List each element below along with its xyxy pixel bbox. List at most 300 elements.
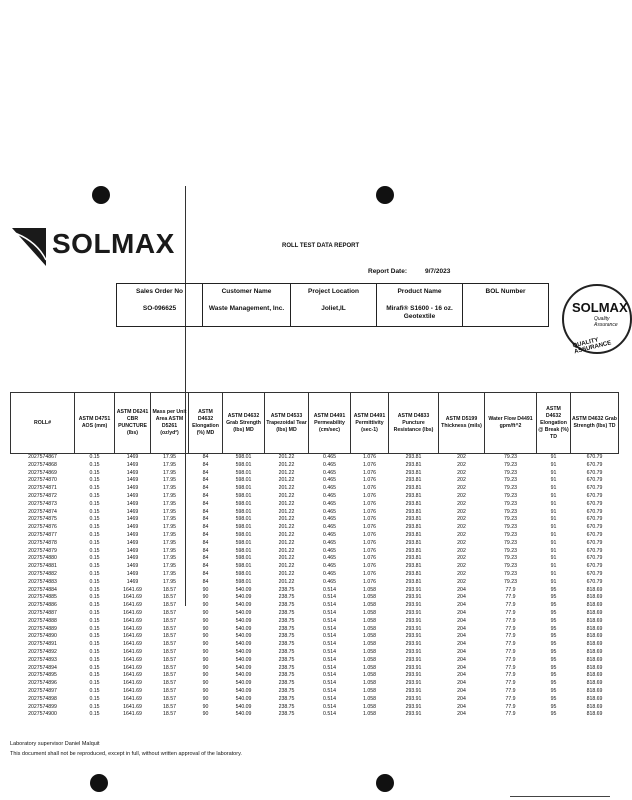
table-cell: 0.15 (89, 477, 100, 484)
table-cell: 95 (550, 711, 557, 718)
table-cell: 204 (457, 586, 466, 593)
table-cell: 84 (202, 555, 209, 562)
table-cell: 1.058 (363, 711, 376, 718)
table-cell: 91 (550, 492, 557, 499)
column-header: ASTM D4833 Puncture Resistance (lbs) (389, 393, 439, 454)
table-row (11, 665, 619, 673)
table-cell: 0.465 (323, 454, 336, 460)
table-cell: 670.79 (586, 516, 603, 523)
table-cell: 91 (550, 555, 557, 562)
table-cell: 0.465 (323, 508, 336, 515)
seal-subtitle: Quality Assurance (594, 316, 618, 328)
table-cell: 95 (550, 641, 557, 648)
roll-number-cell: 2027574888 (28, 617, 57, 624)
table-cell: 91 (550, 524, 557, 531)
table-cell: 540.09 (235, 664, 252, 671)
table-cell: 598.01 (235, 516, 252, 523)
table-cell: 1641.69 (123, 656, 142, 663)
table-cell: 0.465 (323, 570, 336, 577)
table-cell: 79.23 (504, 539, 517, 546)
table-cell: 201.22 (278, 570, 295, 577)
table-cell: 1.076 (363, 524, 376, 531)
table-cell: 598.01 (235, 547, 252, 554)
table-cell: 0.15 (89, 555, 100, 562)
table-cell: 18.57 (163, 586, 176, 593)
table-cell: 238.75 (278, 633, 295, 640)
table-cell: 204 (457, 687, 466, 694)
table-cell: 204 (457, 625, 466, 632)
table-cell: 0.514 (323, 656, 336, 663)
table-cell: 293.91 (405, 625, 422, 632)
table-cell: 204 (457, 695, 466, 702)
table-cell: 1469 (126, 485, 139, 492)
table-cell: 77.9 (505, 703, 516, 710)
table-cell: 91 (550, 461, 557, 468)
table-cell: 95 (550, 609, 557, 616)
table-cell: 201.22 (278, 547, 295, 554)
table-cell: 1641.69 (123, 602, 142, 609)
project-location-value: Joliet,IL (321, 305, 346, 312)
table-cell: 90 (202, 687, 209, 694)
table-cell: 818.69 (586, 687, 603, 694)
table-cell: 0.514 (323, 609, 336, 616)
table-cell: 238.75 (278, 602, 295, 609)
roll-number-cell: 2027574881 (28, 563, 57, 570)
table-cell: 0.15 (89, 508, 100, 515)
table-cell: 0.514 (323, 664, 336, 671)
report-date (368, 268, 468, 275)
table-cell: 0.465 (323, 485, 336, 492)
table-cell: 0.15 (89, 687, 100, 694)
column-header: ASTM D4632 Grab Strength (lbs) TD (571, 393, 619, 454)
table-cell: 818.69 (586, 703, 603, 710)
table-cell: 1.076 (363, 539, 376, 546)
table-row (11, 696, 619, 704)
table-cell: 0.15 (89, 539, 100, 546)
table-cell: 238.75 (278, 594, 295, 601)
roll-number-cell: 2027574900 (28, 711, 57, 718)
table-cell: 77.9 (505, 617, 516, 624)
table-cell: 17.95 (163, 524, 176, 531)
table-row (11, 641, 619, 649)
table-cell: 540.09 (235, 617, 252, 624)
column-header: ASTM D4491 Permeability (cm/sec) (309, 393, 351, 454)
table-cell: 201.22 (278, 531, 295, 538)
table-cell: 90 (202, 586, 209, 593)
table-cell: 77.9 (505, 656, 516, 663)
table-cell: 17.95 (163, 492, 176, 499)
table-cell: 1469 (126, 547, 139, 554)
table-cell: 1469 (126, 469, 139, 476)
roll-number-cell: 2027574895 (28, 672, 57, 679)
table-cell: 818.69 (586, 617, 603, 624)
table-cell: 670.79 (586, 454, 603, 460)
table-cell: 204 (457, 648, 466, 655)
table-cell: 84 (202, 500, 209, 507)
table-cell: 670.79 (586, 547, 603, 554)
table-cell: 79.23 (504, 555, 517, 562)
roll-number-cell: 2027574896 (28, 680, 57, 687)
table-cell: 598.01 (235, 555, 252, 562)
table-cell: 1.076 (363, 477, 376, 484)
punch-hole-bottom-right (376, 774, 394, 792)
table-cell: 540.09 (235, 609, 252, 616)
table-cell: 1641.69 (123, 711, 142, 718)
table-cell: 0.465 (323, 461, 336, 468)
table-cell: 670.79 (586, 570, 603, 577)
table-cell: 18.57 (163, 625, 176, 632)
table-cell: 204 (457, 664, 466, 671)
table-cell: 1641.69 (123, 672, 142, 679)
table-cell: 293.91 (405, 672, 422, 679)
table-cell: 598.01 (235, 500, 252, 507)
report-date-label: Report Date: (368, 268, 408, 275)
table-cell: 670.79 (586, 524, 603, 531)
table-cell: 598.01 (235, 524, 252, 531)
table-cell: 202 (457, 547, 466, 554)
table-cell: 201.22 (278, 485, 295, 492)
table-cell: 1469 (126, 500, 139, 507)
punch-hole-top-right (376, 186, 394, 204)
table-cell: 670.79 (586, 563, 603, 570)
table-cell: 77.9 (505, 672, 516, 679)
table-cell: 1469 (126, 570, 139, 577)
table-cell: 77.9 (505, 633, 516, 640)
table-cell: 17.95 (163, 547, 176, 554)
table-cell: 17.95 (163, 563, 176, 570)
table-cell: 0.465 (323, 469, 336, 476)
table-cell: 77.9 (505, 602, 516, 609)
table-cell: 17.95 (163, 454, 176, 460)
table-cell: 598.01 (235, 454, 252, 460)
table-cell: 90 (202, 625, 209, 632)
table-cell: 202 (457, 516, 466, 523)
table-row (11, 594, 619, 602)
table-cell: 238.75 (278, 711, 295, 718)
table-row (11, 563, 619, 571)
table-cell: 293.91 (405, 586, 422, 593)
table-cell: 17.95 (163, 555, 176, 562)
table-cell: 202 (457, 524, 466, 531)
table-cell: 540.09 (235, 602, 252, 609)
table-cell: 818.69 (586, 594, 603, 601)
table-cell: 201.22 (278, 454, 295, 460)
table-cell: 540.09 (235, 695, 252, 702)
roll-number-cell: 2027574891 (28, 641, 57, 648)
table-cell: 0.514 (323, 703, 336, 710)
table-cell: 91 (550, 578, 557, 585)
footer-supervisor: Laboratory supervisor Daniel Malquit (10, 741, 100, 747)
table-cell: 540.09 (235, 594, 252, 601)
table-row (11, 477, 619, 485)
roll-number-cell: 2027574887 (28, 609, 57, 616)
table-row (11, 509, 619, 517)
table-cell: 202 (457, 563, 466, 570)
table-cell: 204 (457, 703, 466, 710)
table-cell: 91 (550, 454, 557, 460)
table-row (11, 462, 619, 470)
table-cell: 0.465 (323, 547, 336, 554)
solmax-logo-icon (10, 226, 48, 268)
table-cell: 1.076 (363, 469, 376, 476)
table-cell: 0.15 (89, 609, 100, 616)
column-header: ASTM D5199 Thickness (mils) (439, 393, 485, 454)
table-cell: 204 (457, 641, 466, 648)
product-name-cell (377, 284, 463, 326)
table-cell: 1469 (126, 531, 139, 538)
roll-number-cell: 2027574877 (28, 531, 57, 538)
table-cell: 0.15 (89, 711, 100, 718)
table-cell: 293.81 (405, 508, 422, 515)
table-cell: 91 (550, 516, 557, 523)
table-cell: 84 (202, 477, 209, 484)
table-cell: 818.69 (586, 633, 603, 640)
table-cell: 293.81 (405, 578, 422, 585)
roll-number-cell: 2027574868 (28, 461, 57, 468)
table-cell: 598.01 (235, 469, 252, 476)
table-cell: 1641.69 (123, 680, 142, 687)
table-cell: 598.01 (235, 508, 252, 515)
table-cell: 77.9 (505, 586, 516, 593)
table-cell: 202 (457, 461, 466, 468)
table-cell: 1469 (126, 477, 139, 484)
table-cell: 1469 (126, 461, 139, 468)
table-cell: 293.81 (405, 570, 422, 577)
table-cell: 670.79 (586, 555, 603, 562)
table-cell: 293.81 (405, 492, 422, 499)
table-cell: 1469 (126, 508, 139, 515)
table-cell: 77.9 (505, 687, 516, 694)
table-cell: 1641.69 (123, 625, 142, 632)
table-cell: 84 (202, 492, 209, 499)
table-cell: 293.81 (405, 469, 422, 476)
table-cell: 91 (550, 477, 557, 484)
table-cell: 95 (550, 602, 557, 609)
table-cell: 293.91 (405, 703, 422, 710)
table-cell: 0.465 (323, 563, 336, 570)
table-cell: 1.058 (363, 687, 376, 694)
table-cell: 17.95 (163, 516, 176, 523)
table-cell: 90 (202, 617, 209, 624)
table-cell: 91 (550, 500, 557, 507)
table-cell: 18.57 (163, 711, 176, 718)
table-cell: 79.23 (504, 461, 517, 468)
table-cell: 95 (550, 586, 557, 593)
table-cell: 670.79 (586, 492, 603, 499)
table-row (11, 680, 619, 688)
table-cell: 1.058 (363, 703, 376, 710)
table-cell: 238.75 (278, 680, 295, 687)
seal-title: SOLMAX (572, 300, 628, 315)
table-cell: 17.95 (163, 477, 176, 484)
table-cell: 238.75 (278, 648, 295, 655)
table-cell: 1.058 (363, 641, 376, 648)
table-cell: 1.058 (363, 609, 376, 616)
table-cell: 238.75 (278, 687, 295, 694)
table-cell: 1469 (126, 524, 139, 531)
table-row (11, 571, 619, 579)
table-cell: 77.9 (505, 648, 516, 655)
table-cell: 598.01 (235, 485, 252, 492)
table-cell: 18.57 (163, 602, 176, 609)
table-cell: 77.9 (505, 711, 516, 718)
table-cell: 84 (202, 524, 209, 531)
table-cell: 204 (457, 672, 466, 679)
punch-hole-top-left (92, 186, 110, 204)
table-cell: 0.15 (89, 547, 100, 554)
roll-number-cell: 2027574867 (28, 454, 57, 460)
table-cell: 540.09 (235, 672, 252, 679)
table-cell: 95 (550, 648, 557, 655)
table-cell: 540.09 (235, 687, 252, 694)
table-cell: 1.076 (363, 570, 376, 577)
roll-number-cell: 2027574886 (28, 602, 57, 609)
table-cell: 293.91 (405, 664, 422, 671)
report-title: ROLL TEST DATA REPORT (282, 243, 360, 249)
table-cell: 1641.69 (123, 664, 142, 671)
project-location-header: Project Location (308, 288, 359, 295)
table-cell: 201.22 (278, 508, 295, 515)
table-cell: 0.465 (323, 477, 336, 484)
column-header: ASTM D4491 Permittivity (sec-1) (351, 393, 389, 454)
signature-line (510, 796, 610, 797)
table-cell: 202 (457, 539, 466, 546)
table-cell: 1.058 (363, 633, 376, 640)
table-cell: 1469 (126, 563, 139, 570)
table-cell: 91 (550, 531, 557, 538)
column-header: ASTM D6241 CBR PUNCTURE (lbs) (115, 393, 151, 454)
sales-order-cell (117, 284, 203, 326)
table-cell: 818.69 (586, 672, 603, 679)
table-cell: 540.09 (235, 656, 252, 663)
table-cell: 0.15 (89, 492, 100, 499)
table-cell: 202 (457, 570, 466, 577)
table-cell: 202 (457, 531, 466, 538)
product-name-value: Mirafi® S1600 - 16 oz. Geotextile (386, 305, 453, 320)
roll-number-cell: 2027574890 (28, 633, 57, 640)
table-cell: 238.75 (278, 609, 295, 616)
table-cell: 204 (457, 609, 466, 616)
table-cell: 0.15 (89, 680, 100, 687)
table-cell: 818.69 (586, 711, 603, 718)
table-cell: 293.81 (405, 539, 422, 546)
table-row (11, 649, 619, 657)
table-cell: 1469 (126, 578, 139, 585)
roll-number-cell: 2027574869 (28, 469, 57, 476)
table-cell: 1.058 (363, 680, 376, 687)
table-cell: 0.465 (323, 492, 336, 499)
table-cell: 540.09 (235, 711, 252, 718)
table-cell: 18.57 (163, 617, 176, 624)
table-cell: 17.95 (163, 578, 176, 585)
table-cell: 1641.69 (123, 617, 142, 624)
table-row (11, 548, 619, 556)
column-header: Water Flow D4491 gpm/ft^2 (485, 393, 537, 454)
table-cell: 201.22 (278, 578, 295, 585)
company-name: SOLMAX (52, 228, 175, 259)
seal-bottom-text: QUALITY ASSURANCE (572, 337, 613, 356)
table-cell: 201.22 (278, 469, 295, 476)
table-cell: 77.9 (505, 609, 516, 616)
footer-disclaimer: This document shall not be reproduced, except in full, without written approval of the laboratory. (10, 751, 242, 757)
table-cell: 0.514 (323, 695, 336, 702)
table-cell: 238.75 (278, 586, 295, 593)
table-cell: 293.91 (405, 695, 422, 702)
table-cell: 79.23 (504, 531, 517, 538)
table-body (11, 454, 619, 720)
table-cell: 0.514 (323, 672, 336, 679)
table-cell: 84 (202, 563, 209, 570)
table-cell: 84 (202, 461, 209, 468)
table-cell: 79.23 (504, 477, 517, 484)
table-cell: 18.57 (163, 633, 176, 640)
table-cell: 0.15 (89, 516, 100, 523)
table-cell: 77.9 (505, 680, 516, 687)
table-cell: 1.076 (363, 508, 376, 515)
table-cell: 90 (202, 609, 209, 616)
table-cell: 598.01 (235, 539, 252, 546)
roll-number-cell: 2027574874 (28, 508, 57, 515)
table-cell: 818.69 (586, 586, 603, 593)
table-cell: 238.75 (278, 703, 295, 710)
table-cell: 1.076 (363, 454, 376, 460)
table-cell: 201.22 (278, 477, 295, 484)
table-cell: 18.57 (163, 672, 176, 679)
table-cell: 84 (202, 531, 209, 538)
product-name-header: Product Name (397, 288, 442, 295)
table-cell: 818.69 (586, 648, 603, 655)
table-cell: 293.81 (405, 531, 422, 538)
table-cell: 79.23 (504, 508, 517, 515)
table-cell: 204 (457, 711, 466, 718)
table-cell: 293.81 (405, 477, 422, 484)
roll-number-cell: 2027574882 (28, 570, 57, 577)
table-cell: 90 (202, 633, 209, 640)
table-cell: 90 (202, 672, 209, 679)
table-row (11, 633, 619, 641)
table-cell: 1.076 (363, 492, 376, 499)
table-cell: 670.79 (586, 500, 603, 507)
table-cell: 18.57 (163, 648, 176, 655)
table-cell: 1641.69 (123, 703, 142, 710)
table-cell: 1.058 (363, 656, 376, 663)
table-row (11, 470, 619, 478)
table-cell: 0.15 (89, 578, 100, 585)
table-cell: 0.465 (323, 539, 336, 546)
table-cell: 202 (457, 555, 466, 562)
roll-number-cell: 2027574892 (28, 648, 57, 655)
table-cell: 540.09 (235, 641, 252, 648)
table-cell: 79.23 (504, 547, 517, 554)
table-cell: 1469 (126, 454, 139, 460)
table-cell: 201.22 (278, 555, 295, 562)
table-cell: 90 (202, 703, 209, 710)
table-cell: 238.75 (278, 695, 295, 702)
table-cell: 598.01 (235, 578, 252, 585)
table-cell: 204 (457, 602, 466, 609)
table-cell: 1641.69 (123, 609, 142, 616)
table-cell: 91 (550, 539, 557, 546)
table-cell: 818.69 (586, 656, 603, 663)
customer-name-header: Customer Name (221, 288, 272, 295)
table-cell: 818.69 (586, 625, 603, 632)
table-cell: 0.514 (323, 602, 336, 609)
table-cell: 84 (202, 508, 209, 515)
table-cell: 17.95 (163, 531, 176, 538)
table-cell: 201.22 (278, 500, 295, 507)
table-cell: 0.514 (323, 641, 336, 648)
table-cell: 201.22 (278, 524, 295, 531)
